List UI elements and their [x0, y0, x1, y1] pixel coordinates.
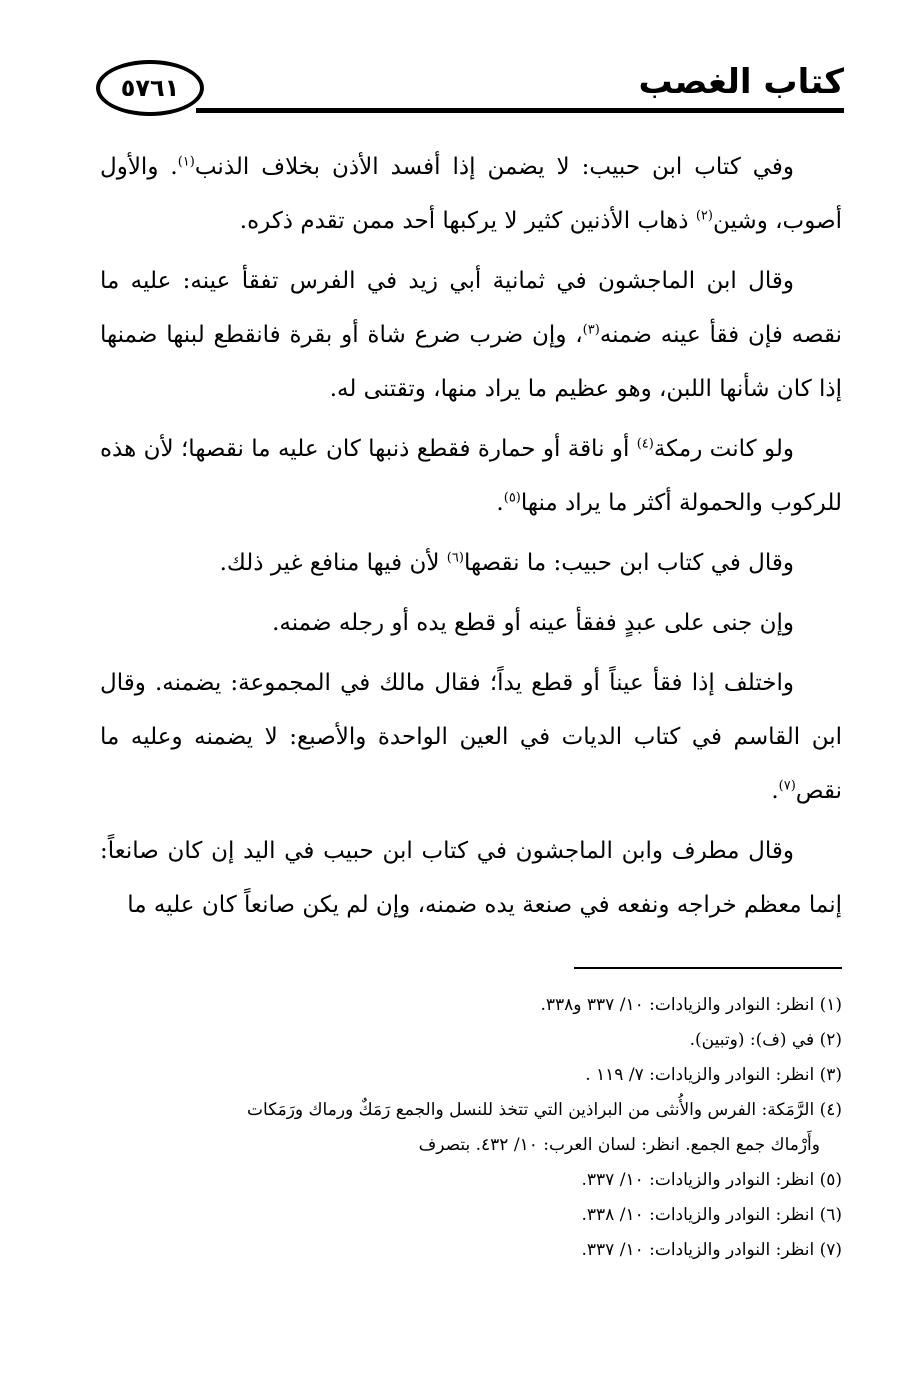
footnote-number: (٣): [819, 1065, 842, 1085]
text-run: واختلف إذا فقأ عيناً أو قطع يداً؛ فقال مالك في المجموعة: يضمنه. وقال ابن القاسم في كتاب الديات في العين الواحدة والأصبع: لا يضمنه وعليه ما نقص: [100, 670, 842, 804]
page-header: [96, 54, 844, 124]
footnote-text: في (ف): (وتبين).: [689, 1030, 815, 1050]
footnote-3: [100, 1058, 842, 1093]
footnote-1: [100, 988, 842, 1023]
paragraph-7: [100, 824, 842, 932]
footnote-ref-5: (٥): [503, 490, 521, 506]
footnote-ref-1: (١): [177, 154, 195, 170]
footnote-text: انظر: النوادر والزيادات: ١٠/ ٣٣٧ و٣٣٨.: [540, 995, 815, 1015]
paragraph-5: [100, 596, 842, 650]
main-text: [100, 140, 842, 938]
text-run: وقال ابن الماجشون في ثمانية أبي زيد في الفرس تفقأ عينه: عليه ما نقصه فإن فقأ عينه ضمنه: [100, 268, 842, 348]
page-number-oval: [96, 60, 204, 116]
footnote-text: انظر: النوادر والزيادات: ١٠/ ٣٣٨.: [581, 1205, 815, 1225]
page-number: ٥٧٦١: [120, 74, 180, 102]
text-run: ذهاب الأذنين كثير لا يركبها أحد ممن تقدم ذكره.: [239, 208, 696, 234]
footnote-ref-3: (٣): [582, 322, 600, 338]
footnote-4: [100, 1093, 842, 1163]
header-rule: [196, 108, 844, 113]
footnote-ref-4: (٤): [636, 436, 654, 452]
footnote-text: انظر: النوادر والزيادات: ٧/ ١١٩ .: [585, 1065, 815, 1085]
footnote-number: (٥): [819, 1170, 842, 1190]
text-run: وفي كتاب ابن حبيب: لا يضمن إذا أفسد الأذن بخلاف الذنب: [194, 154, 794, 180]
text-run: أو ناقة أو حمارة فقطع ذنبها كان عليه ما نقصها؛ لأن هذه للركوب والحمولة أكثر ما يراد منها: [100, 436, 842, 516]
paragraph-6: [100, 656, 842, 818]
text-run: لأن فيها منافع غير ذلك.: [219, 550, 447, 576]
footnote-ref-2: (٢): [695, 208, 713, 224]
text-run: .: [496, 490, 504, 516]
footnote-number: (١): [819, 995, 842, 1015]
footnote-number: (٧): [819, 1240, 842, 1260]
text-run: . والأول أصوب، وشين: [100, 154, 842, 234]
text-run: ، وإن ضرب ضرع شاة أو بقرة فانقطع لبنها ضمنها إذا كان شأنها اللبن، وهو عظيم ما يراد منها، وتقتنى له.: [100, 322, 842, 402]
text-run: وقال مطرف وابن الماجشون في كتاب ابن حبيب في اليد إن كان صانعاً: إنما معظم خراجه ونفعه في صنعة يده ضمنه، وإن لم يكن صانعاً كان عليه ما: [100, 838, 842, 918]
footnote-ref-6: (٦): [446, 550, 464, 566]
footnote-7: [100, 1233, 842, 1268]
paragraph-2: [100, 254, 842, 416]
footnote-number: (٤): [819, 1100, 842, 1120]
footnote-text: الرَّمَكة: الفرس والأُنثى من البراذين التي تتخذ للنسل والجمع رَمَكٌ ورماك ورَمَكات: [247, 1100, 815, 1120]
footnote-separator: [574, 967, 842, 969]
paragraph-3: [100, 422, 842, 530]
footnote-number: (٦): [819, 1205, 842, 1225]
text-run: ولو كانت رمكة: [653, 436, 794, 462]
footnote-number: (٢): [819, 1030, 842, 1050]
text-run: .: [771, 778, 779, 804]
text-run: وقال في كتاب ابن حبيب: ما نقصها: [463, 550, 794, 576]
footnote-text: انظر: النوادر والزيادات: ١٠/ ٣٣٧.: [581, 1170, 815, 1190]
footnote-continuation: وأَرْماك جمع الجمع. انظر: لسان العرب: ١٠/ ٤٣٢. بتصرف: [418, 1135, 820, 1155]
footnote-text: انظر: النوادر والزيادات: ١٠/ ٣٣٧.: [581, 1240, 815, 1260]
footnote-6: [100, 1198, 842, 1233]
footnote-5: [100, 1163, 842, 1198]
footnotes: [100, 988, 842, 1268]
paragraph-1: [100, 140, 842, 248]
running-title: كتاب الغصب: [638, 62, 844, 102]
footnote-2: [100, 1023, 842, 1058]
paragraph-4: [100, 536, 842, 590]
text-run: وإن جنى على عبدٍ ففقأ عينه أو قطع يده أو رجله ضمنه.: [272, 610, 794, 636]
footnote-ref-7: (٧): [778, 778, 796, 794]
